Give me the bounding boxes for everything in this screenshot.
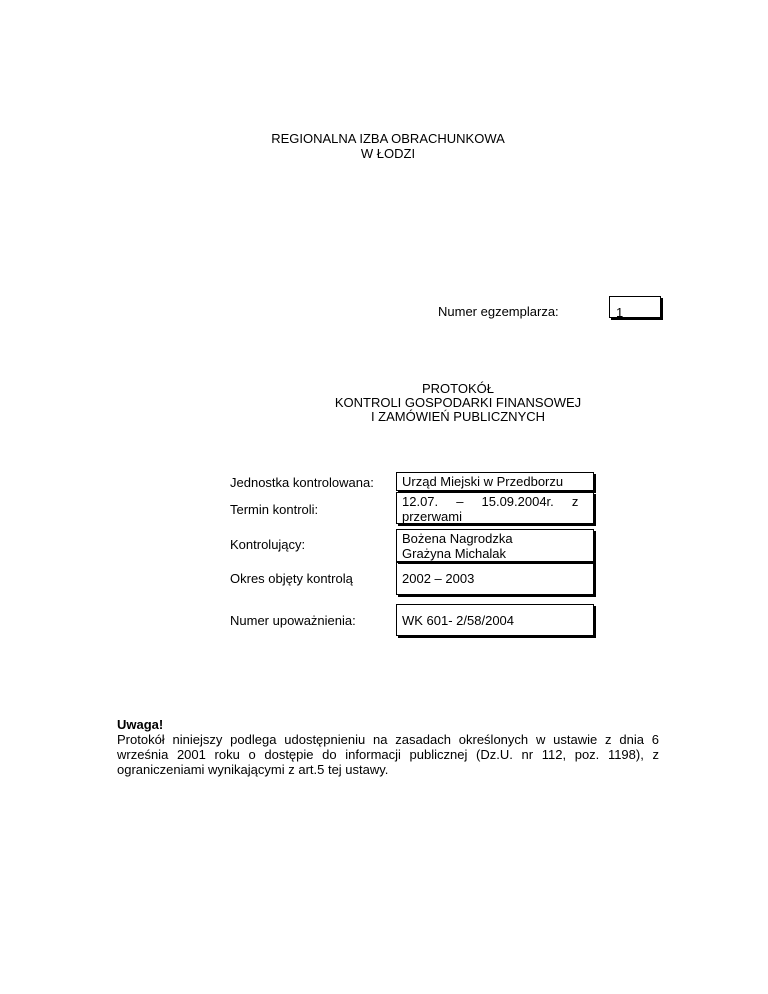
term-value-line-1: 12.07. – 15.09.2004r. z [402, 494, 579, 509]
institution-name: REGIONALNA IZBA OBRACHUNKOWA [271, 131, 505, 146]
period-value: 2002 – 2003 [402, 571, 475, 586]
authorization-value-box [396, 604, 594, 636]
inspectors-label: Kontrolujący: [230, 537, 306, 552]
term-value-box [396, 492, 594, 524]
notice-title: Uwaga! [117, 717, 164, 732]
term-value-line-2: przerwami [402, 509, 462, 524]
period-label: Okres objęty kontrolą [230, 571, 353, 586]
copy-number-box [609, 296, 661, 318]
notice-body: Protokół niniejszy podlega udostępnieniu na zasadach określonych w ustawie z dnia 6 września 2001 roku o dostępie do informacji publicznej (Dz.U. nr 112, poz. 1198), z ograniczeniami wynikającymi z art.5 tej ustawy. [117, 732, 659, 777]
term-label: Termin kontroli: [230, 502, 319, 517]
inspector-name: Bożena Nagrodzka [402, 531, 513, 546]
title-line-2: KONTROLI GOSPODARKI FINANSOWEJ [334, 395, 582, 410]
unit-value-box [396, 472, 594, 491]
document-title [0, 382, 768, 424]
authorization-label: Numer upoważnienia: [230, 613, 356, 628]
title-line-3: I ZAMÓWIEŃ PUBLICZNYCH [370, 409, 546, 424]
authorization-value: WK 601- 2/58/2004 [402, 613, 515, 628]
unit-value: Urząd Miejski w Przedborzu [402, 474, 564, 489]
period-value-box [396, 562, 594, 595]
inspector-name: Grażyna Michalak [402, 546, 507, 561]
unit-label: Jednostka kontrolowana: [230, 475, 374, 490]
institution-header [0, 131, 768, 161]
inspectors-box [396, 529, 594, 562]
copy-number-label: Numer egzemplarza: [438, 304, 559, 319]
copy-number-value: 1 [616, 305, 624, 320]
notice [117, 717, 659, 777]
institution-city: W ŁODZI [360, 146, 416, 161]
title-line-1: PROTOKÓŁ [421, 381, 494, 396]
